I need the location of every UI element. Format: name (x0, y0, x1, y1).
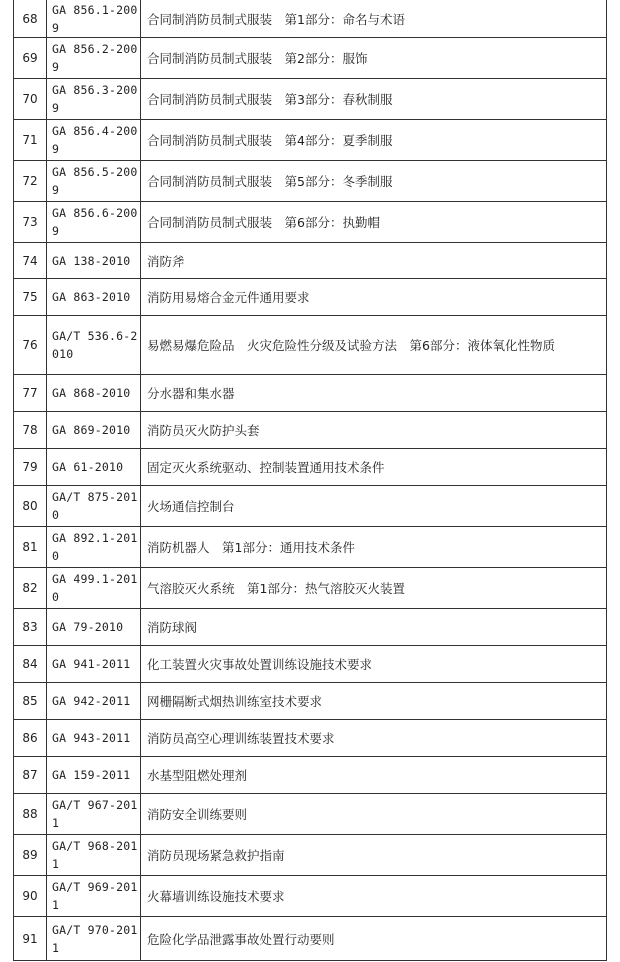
table-row (14, 202, 607, 243)
standard-code: GA 856.4-2009 (47, 120, 141, 161)
standard-code: GA/T 968-2011 (47, 835, 141, 876)
standard-name: 消防机器人 第1部分：通用技术条件 (141, 527, 607, 568)
standard-code: GA 942-2011 (47, 683, 141, 720)
standard-code: GA 79-2010 (47, 609, 141, 646)
row-number: 83 (14, 609, 47, 646)
table-row (14, 375, 607, 412)
standards-table-body (14, 0, 607, 961)
standard-name: 网栅隔断式烟热训练室技术要求 (141, 683, 607, 720)
table-row (14, 412, 607, 449)
standard-code: GA 159-2011 (47, 757, 141, 794)
table-row (14, 316, 607, 375)
row-number: 78 (14, 412, 47, 449)
standard-name: 危险化学品泄露事故处置行动要则 (141, 917, 607, 961)
table-row (14, 876, 607, 917)
standard-name: 合同制消防员制式服装 第5部分：冬季制服 (141, 161, 607, 202)
table-row (14, 120, 607, 161)
standard-name: 消防员灭火防护头套 (141, 412, 607, 449)
table-row (14, 449, 607, 486)
row-number: 73 (14, 202, 47, 243)
standard-code: GA 892.1-2010 (47, 527, 141, 568)
table-row (14, 794, 607, 835)
row-number: 85 (14, 683, 47, 720)
standard-code: GA 856.5-2009 (47, 161, 141, 202)
row-number: 91 (14, 917, 47, 961)
standard-name: 消防斧 (141, 243, 607, 279)
standard-code: GA/T 967-2011 (47, 794, 141, 835)
standard-name: 化工装置火灾事故处置训练设施技术要求 (141, 646, 607, 683)
standard-name: 消防员高空心理训练装置技术要求 (141, 720, 607, 757)
table-row (14, 279, 607, 316)
standard-code: GA 863-2010 (47, 279, 141, 316)
table-row (14, 243, 607, 279)
standard-code: GA 856.6-2009 (47, 202, 141, 243)
row-number: 88 (14, 794, 47, 835)
standard-code: GA 856.2-2009 (47, 38, 141, 79)
table-row (14, 757, 607, 794)
standard-code: GA 869-2010 (47, 412, 141, 449)
standard-name: 消防安全训练要则 (141, 794, 607, 835)
table-row (14, 835, 607, 876)
standard-code: GA 499.1-2010 (47, 568, 141, 609)
standards-table (13, 0, 607, 961)
standard-code: GA 941-2011 (47, 646, 141, 683)
row-number: 68 (14, 0, 47, 38)
row-number: 86 (14, 720, 47, 757)
row-number: 70 (14, 79, 47, 120)
row-number: 77 (14, 375, 47, 412)
standard-name: 消防球阀 (141, 609, 607, 646)
standard-name: 消防员现场紧急救护指南 (141, 835, 607, 876)
standard-code: GA/T 969-2011 (47, 876, 141, 917)
standard-name: 火幕墙训练设施技术要求 (141, 876, 607, 917)
standard-name: 合同制消防员制式服装 第3部分：春秋制服 (141, 79, 607, 120)
table-row (14, 683, 607, 720)
standard-code: GA 868-2010 (47, 375, 141, 412)
table-row (14, 527, 607, 568)
standard-code: GA/T 536.6-2010 (47, 316, 141, 375)
standard-name: 气溶胶灭火系统 第1部分：热气溶胶灭火装置 (141, 568, 607, 609)
row-number: 79 (14, 449, 47, 486)
row-number: 81 (14, 527, 47, 568)
standard-name: 合同制消防员制式服装 第4部分：夏季制服 (141, 120, 607, 161)
standard-name: 易燃易爆危险品 火灾危险性分级及试验方法 第6部分：液体氧化性物质 (141, 316, 607, 375)
standard-code: GA 61-2010 (47, 449, 141, 486)
standard-name: 固定灭火系统驱动、控制装置通用技术条件 (141, 449, 607, 486)
row-number: 71 (14, 120, 47, 161)
row-number: 80 (14, 486, 47, 527)
table-row (14, 568, 607, 609)
table-row (14, 79, 607, 120)
table-row (14, 161, 607, 202)
standard-code: GA 856.3-2009 (47, 79, 141, 120)
row-number: 89 (14, 835, 47, 876)
standard-name: 合同制消防员制式服装 第6部分：执勤帽 (141, 202, 607, 243)
row-number: 76 (14, 316, 47, 375)
row-number: 84 (14, 646, 47, 683)
standard-code: GA/T 970-2011 (47, 917, 141, 961)
row-number: 90 (14, 876, 47, 917)
row-number: 87 (14, 757, 47, 794)
standard-code: GA 138-2010 (47, 243, 141, 279)
standard-name: 合同制消防员制式服装 第1部分：命名与术语 (141, 0, 607, 38)
standard-name: 消防用易熔合金元件通用要求 (141, 279, 607, 316)
standard-code: GA/T 875-2010 (47, 486, 141, 527)
row-number: 69 (14, 38, 47, 79)
row-number: 74 (14, 243, 47, 279)
table-row (14, 0, 607, 38)
standard-name: 分水器和集水器 (141, 375, 607, 412)
table-row (14, 486, 607, 527)
standard-code: GA 856.1-2009 (47, 0, 141, 38)
table-row (14, 609, 607, 646)
row-number: 75 (14, 279, 47, 316)
table-row (14, 917, 607, 961)
table-row (14, 646, 607, 683)
table-row (14, 38, 607, 79)
row-number: 82 (14, 568, 47, 609)
standard-code: GA 943-2011 (47, 720, 141, 757)
table-row (14, 720, 607, 757)
standard-name: 水基型阻燃处理剂 (141, 757, 607, 794)
standard-name: 合同制消防员制式服装 第2部分：服饰 (141, 38, 607, 79)
standard-name: 火场通信控制台 (141, 486, 607, 527)
row-number: 72 (14, 161, 47, 202)
